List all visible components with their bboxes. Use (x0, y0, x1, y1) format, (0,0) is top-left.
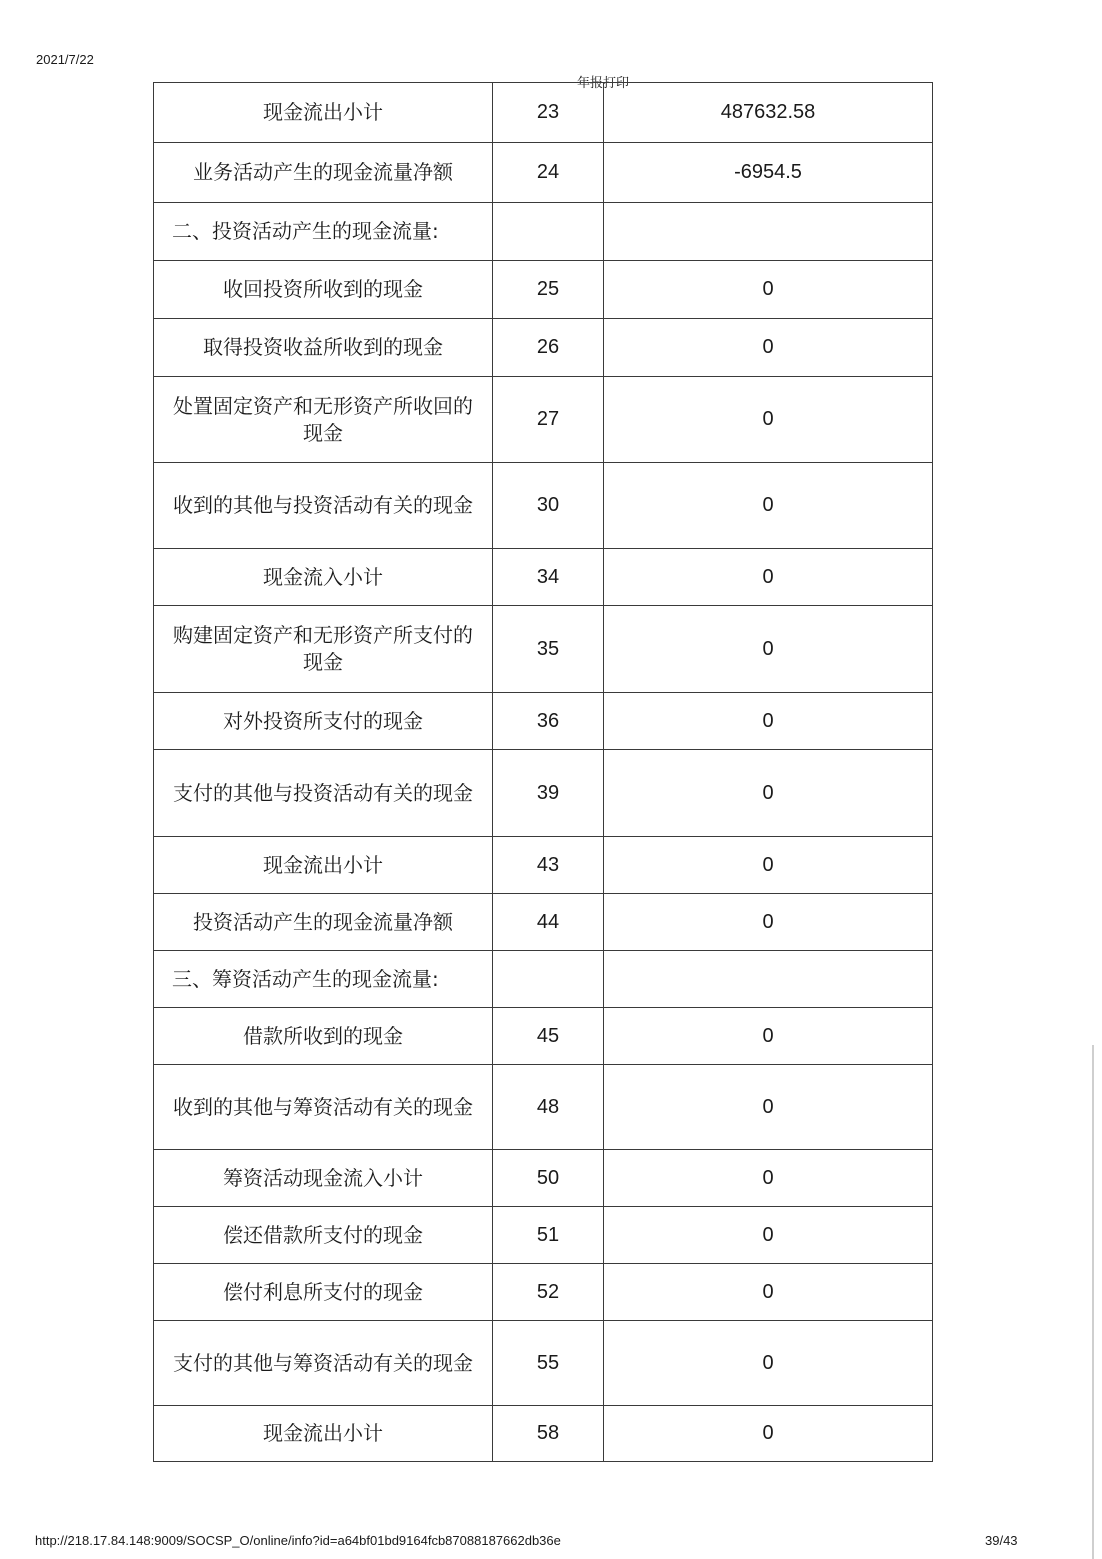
line-number: 58 (493, 1406, 604, 1462)
line-number: 36 (493, 693, 604, 750)
item-name: 对外投资所支付的现金 (154, 693, 493, 750)
item-name: 支付的其他与投资活动有关的现金 (154, 750, 493, 837)
amount-value: 0 (604, 837, 933, 894)
line-number (493, 203, 604, 261)
item-name: 业务活动产生的现金流量净额 (154, 143, 493, 203)
amount-value: 0 (604, 693, 933, 750)
section-title: 三、筹资活动产生的现金流量: (154, 951, 493, 1008)
amount-value: -6954.5 (604, 143, 933, 203)
table-row (154, 1065, 933, 1150)
cash-flow-table (153, 82, 933, 1462)
item-name: 现金流出小计 (154, 837, 493, 894)
line-number: 45 (493, 1008, 604, 1065)
table-row (154, 1207, 933, 1264)
table-row (154, 750, 933, 837)
page-title: 年报打印 (577, 76, 630, 91)
line-number (493, 951, 604, 1008)
amount-value: 0 (604, 1264, 933, 1321)
table-row (154, 463, 933, 549)
item-name: 处置固定资产和无形资产所收回的现金 (154, 377, 493, 463)
amount-value: 0 (604, 261, 933, 319)
item-name: 支付的其他与筹资活动有关的现金 (154, 1321, 493, 1406)
table-row (154, 606, 933, 693)
amount-value: 0 (604, 606, 933, 693)
item-name: 筹资活动现金流入小计 (154, 1150, 493, 1207)
line-number: 27 (493, 377, 604, 463)
table-row (154, 1008, 933, 1065)
line-number: 25 (493, 261, 604, 319)
line-number: 23 (493, 83, 604, 143)
line-number: 24 (493, 143, 604, 203)
section-header-row (154, 951, 933, 1008)
table-row (154, 894, 933, 951)
item-name: 借款所收到的现金 (154, 1008, 493, 1065)
amount-value: 0 (604, 1150, 933, 1207)
amount-value: 0 (604, 377, 933, 463)
line-number: 34 (493, 549, 604, 606)
line-number: 43 (493, 837, 604, 894)
table-row (154, 83, 933, 143)
item-name: 收到的其他与投资活动有关的现金 (154, 463, 493, 549)
line-number: 48 (493, 1065, 604, 1150)
table-row (154, 549, 933, 606)
item-name: 现金流出小计 (154, 1406, 493, 1462)
line-number: 50 (493, 1150, 604, 1207)
amount-value: 0 (604, 750, 933, 837)
amount-value: 0 (604, 1008, 933, 1065)
item-name: 收回投资所收到的现金 (154, 261, 493, 319)
line-number: 35 (493, 606, 604, 693)
table-row (154, 1321, 933, 1406)
scan-edge-shadow (1092, 1045, 1094, 1559)
table-row (154, 261, 933, 319)
table-row (154, 1406, 933, 1462)
section-title: 二、投资活动产生的现金流量: (154, 203, 493, 261)
item-name: 偿付利息所支付的现金 (154, 1264, 493, 1321)
line-number: 55 (493, 1321, 604, 1406)
amount-value: 0 (604, 1406, 933, 1462)
amount-value: 0 (604, 1207, 933, 1264)
item-name: 现金流出小计 (154, 83, 493, 143)
section-header-row (154, 203, 933, 261)
table-row (154, 837, 933, 894)
line-number: 51 (493, 1207, 604, 1264)
cash-flow-table-body (154, 83, 933, 1462)
line-number: 26 (493, 319, 604, 377)
item-name: 购建固定资产和无形资产所支付的现金 (154, 606, 493, 693)
print-date: 2021/7/22 (36, 52, 94, 67)
table-row (154, 143, 933, 203)
amount-value: 487632.58 (604, 83, 933, 143)
amount-value: 0 (604, 549, 933, 606)
item-name: 收到的其他与筹资活动有关的现金 (154, 1065, 493, 1150)
table-row (154, 1150, 933, 1207)
amount-value (604, 203, 933, 261)
page-number: 39/43 (985, 1533, 1018, 1548)
line-number: 44 (493, 894, 604, 951)
line-number: 30 (493, 463, 604, 549)
item-name: 偿还借款所支付的现金 (154, 1207, 493, 1264)
table-row (154, 693, 933, 750)
table-row (154, 319, 933, 377)
page-url: http://218.17.84.148:9009/SOCSP_O/online/info?id=a64bf01bd9164fcb87088187662db36e (35, 1533, 561, 1548)
line-number: 39 (493, 750, 604, 837)
item-name: 投资活动产生的现金流量净额 (154, 894, 493, 951)
amount-value: 0 (604, 463, 933, 549)
amount-value (604, 951, 933, 1008)
amount-value: 0 (604, 1321, 933, 1406)
amount-value: 0 (604, 894, 933, 951)
amount-value: 0 (604, 1065, 933, 1150)
item-name: 现金流入小计 (154, 549, 493, 606)
item-name: 取得投资收益所收到的现金 (154, 319, 493, 377)
table-row (154, 1264, 933, 1321)
line-number: 52 (493, 1264, 604, 1321)
table-row (154, 377, 933, 463)
amount-value: 0 (604, 319, 933, 377)
